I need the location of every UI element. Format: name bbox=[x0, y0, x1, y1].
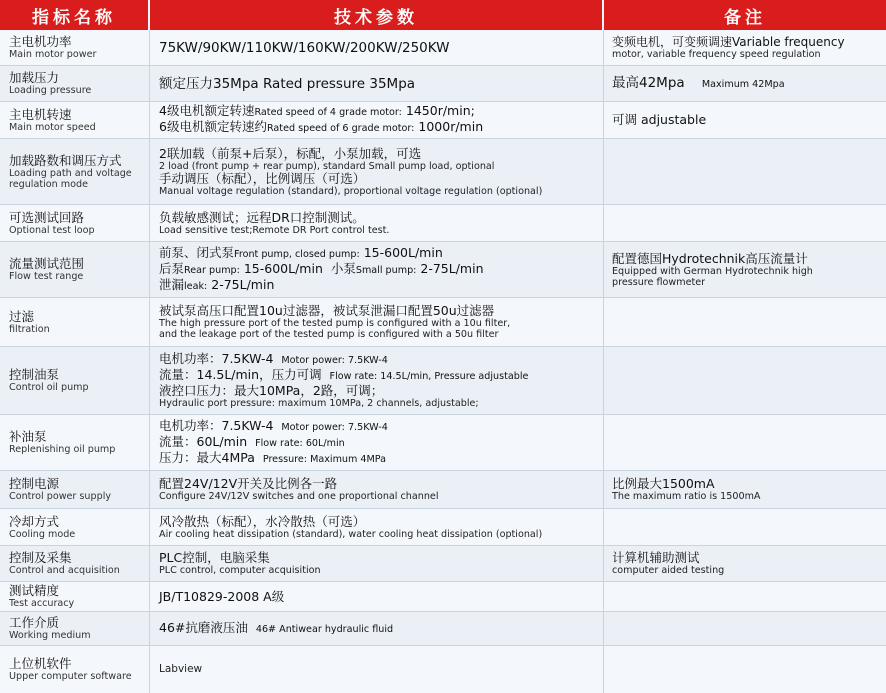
name-zh: 补油泵 bbox=[9, 429, 47, 444]
row-params bbox=[150, 509, 604, 545]
name-en: Loading pressure bbox=[9, 85, 92, 96]
name-en: Test accuracy bbox=[9, 598, 75, 609]
param-text: Rated speed of 6 grade motor: bbox=[266, 123, 415, 134]
name-zh: 加载路数和调压方式 bbox=[9, 152, 122, 168]
name-zh: 主电机转速 bbox=[9, 106, 72, 122]
row-params bbox=[150, 612, 604, 645]
name-zh: 主电机功率 bbox=[9, 34, 72, 49]
row-notes bbox=[604, 646, 886, 693]
param-line: 2联加载（前泵+后泵），标配，小泵加载，可选 bbox=[159, 145, 422, 161]
param-line bbox=[159, 104, 599, 120]
param-text: 流量：14.5L/min，压力可调 bbox=[159, 367, 322, 382]
row-name bbox=[0, 471, 150, 508]
row-params bbox=[150, 646, 604, 693]
note-text: 最高42Mpa bbox=[612, 74, 685, 91]
param-line: 额定压力35Mpa Rated pressure 35Mpa bbox=[159, 75, 416, 92]
param-line bbox=[159, 278, 599, 294]
name-en: Control and acquisition bbox=[9, 565, 120, 576]
param-text: Flow rate: 14.5L/min, Pressure adjustable bbox=[329, 371, 529, 382]
param-text: Motor power: 7.5KW-4 bbox=[281, 421, 388, 433]
param-line bbox=[159, 435, 599, 451]
row-notes bbox=[604, 612, 886, 645]
param-text: 1450r/min; bbox=[405, 103, 475, 118]
param-line: and the leakage port of the tested pump is configured with a 50u filter bbox=[159, 329, 499, 340]
param-line bbox=[159, 451, 599, 467]
row-params bbox=[150, 415, 604, 470]
param-line: 液控口压力：最大10MPa，2路，可调； bbox=[159, 383, 384, 398]
header-technical-params: 技术参数 bbox=[150, 0, 604, 30]
param-text: 小泵 bbox=[330, 260, 356, 276]
note-line: motor, variable frequency speed regulation bbox=[612, 49, 821, 60]
table-row bbox=[0, 471, 886, 509]
name-en: Control power supply bbox=[9, 491, 112, 502]
row-params bbox=[150, 205, 604, 241]
note-text: Maximum 42Mpa bbox=[701, 78, 785, 90]
row-notes bbox=[604, 205, 886, 241]
row-name bbox=[0, 347, 150, 414]
row-notes bbox=[604, 242, 886, 297]
note-line: 配置德国Hydrotechnik高压流量计 bbox=[612, 250, 808, 266]
param-line: PLC control, computer acquisition bbox=[159, 565, 321, 576]
name-zh: 控制油泵 bbox=[9, 367, 60, 382]
param-text: 流量：60L/min bbox=[159, 433, 248, 449]
name-zh: 控制及采集 bbox=[9, 550, 72, 565]
table-row bbox=[0, 546, 886, 582]
row-notes bbox=[604, 139, 886, 204]
row-params bbox=[150, 471, 604, 508]
name-en: Working medium bbox=[9, 630, 91, 641]
name-en: Loading path and voltage bbox=[9, 167, 132, 179]
param-line: 被试泵高压口配置10u过滤器，被试泵泄漏口配置50u过滤器 bbox=[159, 303, 495, 318]
name-en: filtration bbox=[9, 323, 50, 335]
note-line: pressure flowmeter bbox=[612, 276, 706, 288]
name-zh: 过滤 bbox=[9, 308, 35, 324]
row-name bbox=[0, 646, 150, 693]
name-zh: 测试精度 bbox=[9, 583, 60, 598]
table-row bbox=[0, 242, 886, 298]
note-line bbox=[612, 75, 882, 93]
name-zh: 加载压力 bbox=[9, 70, 60, 85]
row-params bbox=[150, 546, 604, 581]
param-text: 压力：最大4MPa bbox=[159, 449, 255, 465]
row-name bbox=[0, 139, 150, 204]
name-zh: 流量测试范围 bbox=[9, 256, 85, 271]
table-row bbox=[0, 415, 886, 471]
name-zh: 冷却方式 bbox=[9, 513, 60, 529]
param-text: 46# Antiwear hydraulic fluid bbox=[255, 623, 394, 635]
param-text: Motor power: 7.5KW-4 bbox=[281, 355, 388, 366]
note-line: 可调 adjustable bbox=[612, 112, 707, 127]
note-line bbox=[612, 35, 882, 49]
row-notes bbox=[604, 102, 886, 138]
param-line: 手动调压（标配），比例调压（可选） bbox=[159, 170, 366, 186]
row-notes bbox=[604, 347, 886, 414]
row-params bbox=[150, 139, 604, 204]
param-text: Flow rate: 60L/min bbox=[255, 437, 345, 449]
row-params bbox=[150, 242, 604, 297]
row-notes bbox=[604, 415, 886, 470]
row-params bbox=[150, 102, 604, 138]
param-line: Air cooling heat dissipation (standard), water cooling heat dissipation (optional) bbox=[159, 528, 543, 540]
name-en: Control oil pump bbox=[9, 382, 89, 393]
table-row bbox=[0, 612, 886, 646]
name-zh: 上位机软件 bbox=[9, 656, 72, 671]
table-row bbox=[0, 646, 886, 693]
param-line bbox=[159, 120, 599, 136]
param-line bbox=[159, 621, 599, 637]
header-indicator-name: 指标名称 bbox=[0, 0, 150, 30]
name-en: regulation mode bbox=[9, 178, 88, 190]
note-line: Equipped with German Hydrotechnik high bbox=[612, 265, 813, 277]
row-notes bbox=[604, 298, 886, 346]
param-line: 风冷散热（标配），水冷散热（可选） bbox=[159, 513, 366, 529]
table-body bbox=[0, 30, 886, 693]
name-zh: 控制电源 bbox=[9, 476, 60, 491]
table-row bbox=[0, 298, 886, 347]
row-name bbox=[0, 298, 150, 346]
name-en: Optional test loop bbox=[9, 224, 95, 236]
param-text: 6级电机额定转速约 bbox=[159, 119, 267, 134]
param-line: Configure 24V/12V switches and one proportional channel bbox=[159, 491, 439, 502]
row-params bbox=[150, 347, 604, 414]
param-line: Hydraulic port pressure: maximum 10MPa, 2 channels, adjustable; bbox=[159, 398, 479, 409]
row-name bbox=[0, 415, 150, 470]
param-text: Pressure: Maximum 4MPa bbox=[262, 453, 387, 465]
param-line bbox=[159, 262, 599, 278]
table-row bbox=[0, 347, 886, 415]
header-remarks: 备注 bbox=[724, 7, 766, 28]
param-text: 15-600L/min bbox=[243, 260, 323, 276]
param-line bbox=[159, 246, 599, 262]
name-zh: 可选测试回路 bbox=[9, 209, 85, 225]
row-notes bbox=[604, 66, 886, 101]
name-en: Cooling mode bbox=[9, 528, 76, 540]
param-text: 后泵 bbox=[159, 260, 185, 276]
row-name bbox=[0, 509, 150, 545]
param-text: 4级电机额定转速 bbox=[159, 103, 255, 118]
row-name bbox=[0, 66, 150, 101]
row-notes bbox=[604, 509, 886, 545]
param-line: PLC控制，电脑采集 bbox=[159, 550, 270, 565]
param-text: leak: bbox=[184, 280, 208, 292]
param-text: 2-75L/min bbox=[211, 276, 275, 292]
param-line: Manual voltage regulation (standard), proportional voltage regulation (optional) bbox=[159, 185, 543, 197]
table-row bbox=[0, 509, 886, 546]
table-row bbox=[0, 102, 886, 139]
param-line: 2 load (front pump + rear pump), standard Small pump load, optional bbox=[159, 160, 495, 172]
param-line bbox=[159, 368, 599, 384]
table-row bbox=[0, 66, 886, 102]
name-en: Upper computer software bbox=[9, 671, 132, 682]
note-line: The maximum ratio is 1500mA bbox=[612, 491, 761, 502]
note-line: 计算机辅助测试 bbox=[612, 550, 700, 565]
param-line: JB/T10829-2008 A级 bbox=[159, 588, 285, 604]
param-text: 前泵、闭式泵 bbox=[159, 244, 235, 260]
param-line: 负载敏感测试；远程DR口控制测试。 bbox=[159, 209, 365, 225]
table-row bbox=[0, 139, 886, 205]
row-name bbox=[0, 102, 150, 138]
param-line bbox=[159, 352, 599, 368]
row-name bbox=[0, 242, 150, 297]
row-name bbox=[0, 582, 150, 611]
row-params bbox=[150, 30, 604, 65]
param-text: 2-75L/min bbox=[420, 260, 484, 276]
name-en: Main motor speed bbox=[9, 121, 96, 133]
table-row bbox=[0, 582, 886, 612]
param-text: Rated speed of 4 grade motor: bbox=[254, 107, 402, 118]
name-en: Main motor power bbox=[9, 49, 97, 60]
param-text: 46#抗磨液压油 bbox=[159, 619, 248, 635]
note-line: 比例最大1500mA bbox=[612, 476, 715, 491]
param-text: 泄漏 bbox=[159, 276, 185, 292]
row-name bbox=[0, 612, 150, 645]
note-line: computer aided testing bbox=[612, 565, 725, 576]
row-notes bbox=[604, 546, 886, 581]
param-text: 电机功率：7.5KW-4 bbox=[159, 351, 274, 366]
row-notes bbox=[604, 582, 886, 611]
param-line: 配置24V/12V开关及比例各一路 bbox=[159, 476, 338, 491]
table-row bbox=[0, 30, 886, 66]
param-text: Rear pump: bbox=[184, 264, 240, 276]
row-notes bbox=[604, 471, 886, 508]
name-en: Flow test range bbox=[9, 271, 84, 282]
param-text: 电机功率：7.5KW-4 bbox=[159, 417, 274, 433]
row-params bbox=[150, 298, 604, 346]
param-line: 75KW/90KW/110KW/160KW/200KW/250KW bbox=[159, 39, 450, 56]
row-params bbox=[150, 582, 604, 611]
name-zh: 工作介质 bbox=[9, 615, 60, 630]
param-line bbox=[159, 419, 599, 435]
name-en: Replenishing oil pump bbox=[9, 444, 116, 455]
param-line: Labview bbox=[159, 663, 203, 675]
note-text: 变频电机，可变频调速Variable frequency bbox=[612, 35, 845, 49]
param-text: 1000r/min bbox=[418, 119, 484, 134]
row-name bbox=[0, 205, 150, 241]
param-text: 15-600L/min bbox=[363, 244, 443, 260]
row-params bbox=[150, 66, 604, 101]
param-text: Front pump, closed pump: bbox=[234, 248, 360, 260]
param-line: The high pressure port of the tested pump is configured with a 10u filter, bbox=[159, 318, 511, 329]
row-name bbox=[0, 30, 150, 65]
param-text: Small pump: bbox=[355, 264, 417, 276]
row-name bbox=[0, 546, 150, 581]
param-line: Load sensitive test;Remote DR Port control test. bbox=[159, 224, 390, 236]
row-notes bbox=[604, 30, 886, 65]
table-row bbox=[0, 205, 886, 242]
table-header bbox=[0, 0, 886, 30]
